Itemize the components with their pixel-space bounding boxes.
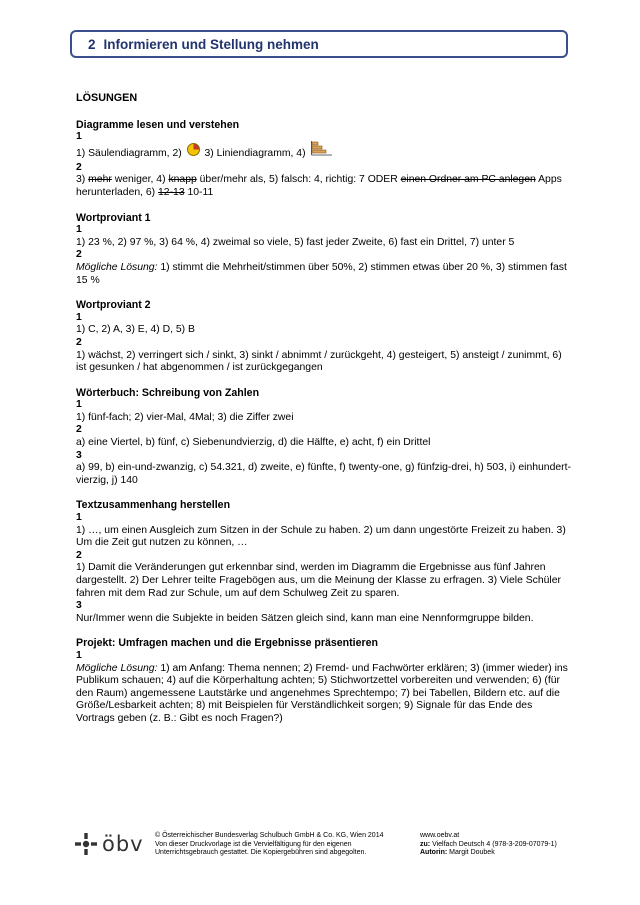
section-diagramme [76, 119, 572, 200]
chapter-number: 2 [88, 36, 96, 52]
section-title: Wortproviant 1 [76, 211, 151, 224]
answer-line: 1) wächst, 2) verringert sich / sinkt, 3) sinkt / abnimmt / zurückgeht, 4) gesteigert, 5) ansteigt / zunimmt, 6) ist gesunken / hat abgenommen / ist zurückgegangen [76, 349, 562, 374]
chapter-header [70, 30, 568, 58]
task-number: 3 [76, 600, 82, 612]
task-number: 3 [76, 449, 82, 461]
task-number: 2 [76, 549, 82, 561]
answer-line: 1) Säulendiagramm, 2) 3) Liniendiagramm, 4) [76, 144, 572, 162]
answer-line: 3) mehr weniger, 4) knapp über/mehr als, 5) falsch: 4, richtig: 7 ODER einen Ordner am PC anlegen Apps herunterladen, 6) 12-13 10-11 [76, 174, 562, 198]
task-number: 1 [76, 512, 82, 524]
chapter-title: Informieren und Stellung nehmen [103, 36, 319, 52]
answer-line: 1) …, um einen Ausgleich zum Sitzen in der Schule zu haben. 2) um dann ungestörte Freizeit zu haben. 3) Um die Zeit gut nutzen zu können, … [76, 524, 566, 549]
section-wortproviant-2 [76, 299, 572, 375]
task-number: 1 [76, 131, 82, 143]
section-projekt [76, 637, 572, 725]
answer-line: 1) C, 2) A, 3) E, 4) D, 5) B [76, 324, 195, 336]
answer-line: Mögliche Lösung: 1) stimmt die Mehrheit/stimmen über 50%, 2) stimmen etwas über 20 %, 3) stimmen fast 15 % [76, 261, 567, 286]
section-title: Wortproviant 2 [76, 299, 151, 312]
task-number: 1 [76, 399, 82, 411]
task-number: 1 [76, 649, 82, 661]
task-number: 2 [76, 424, 82, 436]
section-woerterbuch [76, 387, 572, 488]
section-title: Textzusammenhang herstellen [76, 499, 231, 512]
answer-line: 1) 23 %, 2) 97 %, 3) 64 %, 4) zweimal so viele, 5) fast jeder Zweite, 6) fast ein Drittel, 7) unter 5 [76, 236, 515, 248]
task-number: 2 [76, 161, 82, 173]
page-footer [0, 828, 640, 868]
publisher-logo [74, 832, 144, 856]
answer-line: a) 99, b) ein-und-zwanzig, c) 54.321, d) zweite, e) fünfte, f) twenty-one, g) fünfzig-drei, h) 503, i) einhundert-vierzig, j) 140 [76, 462, 571, 486]
pie-chart-icon [187, 143, 200, 156]
copyright-notice: © Österreichischer Bundesverlag Schulbuch GmbH & Co. KG, Wien 2014 Von dieser Druckvorlage ist die Vervielfältigung für den eigenen Unterrichtsgebrauch gestattet. Die Kopiergebühren sind abgegolten. [155, 832, 384, 857]
task-number: 2 [76, 336, 82, 348]
answer-line: a) eine Viertel, b) fünf, c) Siebenundvierzig, d) die Hälfte, e) acht, f) ein Drittel [76, 437, 431, 449]
solutions-content [76, 92, 572, 738]
answer-line: 1) fünf-fach; 2) vier-Mal, 4Mal; 3) die Ziffer zwei [76, 411, 294, 423]
website-link[interactable]: www.oebv.at [420, 832, 460, 839]
logo-text: öbv [102, 832, 144, 856]
section-title: Projekt: Umfragen machen und die Ergebnisse präsentieren [76, 637, 379, 650]
task-number: 2 [76, 249, 82, 261]
section-wortproviant-1 [76, 212, 572, 288]
task-number: 1 [76, 311, 82, 323]
page-heading: LÖSUNGEN [76, 92, 138, 104]
obv-logo-mark-icon [74, 832, 98, 856]
section-textzusammenhang [76, 499, 572, 625]
section-title: Wörterbuch: Schreibung von Zahlen [76, 386, 260, 399]
answer-line: 1) Damit die Veränderungen gut erkennbar sind, werden im Diagramm die Ergebnisse aus fünf Jahren dargestellt. 2) Der Lehrer teilte Fragebögen aus, um die Meinung der Klasse zu erfragen. 3) Viele Schüler fahren mit dem Rad zur Schule, um auf dem Schulweg Zeit zu sparen. [76, 562, 561, 599]
section-title: Diagramme lesen und verstehen [76, 118, 240, 131]
book-info: www.oebv.at zu: Vielfach Deutsch 4 (978-3-209-07079-1) Autorin: Margit Doubek [420, 832, 590, 858]
task-number: 1 [76, 224, 82, 236]
answer-line: Mögliche Lösung: 1) am Anfang: Thema nennen; 2) Fremd- und Fachwörter erklären; 3) (immer wieder) ins Publikum schauen; 4) auf die Körperhaltung achten; 5) Stichwortzettel vorbereiten und verwenden; 6) (für den Raum) angemessene Lautstärke und angenehmes Sprechtempo; 7) bei Tabellen, Bildern etc. auf die Größe/Lesbarkeit achten; 8) mit Beispielen für Verständlichkeit sorgen; 9) Signale für das Ende des Vortrags geben (z. B.: Gibt es noch Fragen?) [76, 662, 568, 724]
answer-line: Nur/Immer wenn die Subjekte in beiden Sätzen gleich sind, kann man eine Nennformgruppe bilden. [76, 612, 534, 624]
bar-chart-icon [310, 140, 334, 158]
